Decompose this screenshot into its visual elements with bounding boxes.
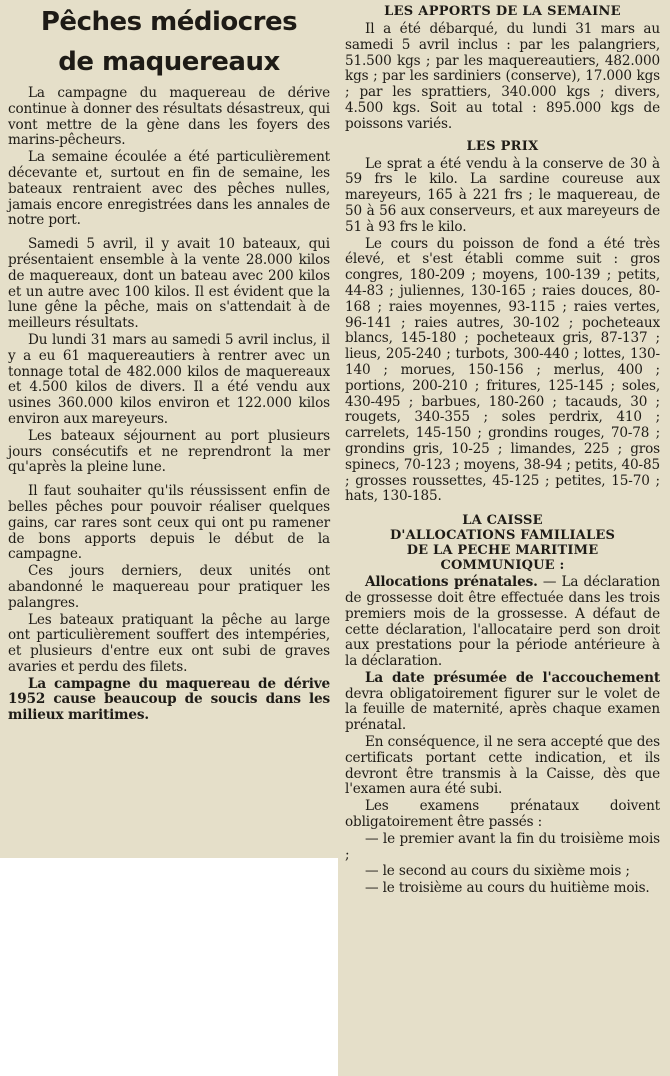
apports-paragraph: Il a été débarqué, du lundi 31 mars au samedi 5 avril inclus : par les palangriers, 51.500 kgs ; par les maquereautiers, 482.000 kgs ; par les sardiniers (conserve), 17.000 kgs ; par les sprattiers, 340.000 kgs ; divers, 4.500 kgs. Soit au total : 895.000 kgs de poissons variés. (345, 21, 660, 132)
article-headline (8, 2, 330, 82)
article-left-column (0, 0, 338, 858)
paragraph: Les bateaux pratiquant la pêche au large ont particulièrement souffert des intempéries, et plusieurs d'entre eux ont subi de graves avaries et perdu des filets. (8, 611, 330, 675)
headline-line-2: de maquereaux (58, 47, 280, 77)
prix-paragraph: Le cours du poisson de fond a été très élevé, et s'est établi comme suit : gros congres, 180-209 ; moyens, 100-139 ; petits, 44-83 ; juliennes, 130-165 ; raies douces, 80-168 ; raies moyennes, 93-115 ; raies vertes, 96-141 ; raies autres, 30-102 ; pocheteaux blancs, 145-180 ; pocheteaux gris, 87-137 ; lieus, 205-240 ; turbots, 300-440 ; lottes, 130-140 ; morues, 150-156 ; merlus, 400 ; portions, 200-210 ; fritures, 125-145 ; soles, 430-495 ; barbues, 180-260 ; tacauds, 30 ; rougets, 340-355 ; soles perdrix, 410 ; carrelets, 145-150 ; grondins rouges, 70-78 ; grondins gris, 10-25 ; limandes, 225 ; gros spinecs, 70-123 ; moyens, 38-94 ; petits, 40-85 ; grosses roussettes, 45-125 ; petites, 15-70 ; hats, 130-185. (345, 235, 660, 505)
paragraph: Il faut souhaiter qu'ils réussissent enfin de belles pêches pour pouvoir réaliser quelques gains, car rares sont ceux qui ont pu ramener de bons apports depuis le début de la campagne. (8, 483, 330, 563)
caisse-paragraph (345, 575, 660, 670)
caisse-title-line: DE LA PECHE MARITIME (406, 543, 599, 559)
article-right-column (338, 0, 670, 1076)
paragraph: La campagne du maquereau de dérive continue à donner des résultats désastreux, qui vont mettre de la gène dans les foyers des marins-pêcheurs. (8, 85, 330, 149)
apports-title: LES APPORTS DE LA SEMAINE (384, 4, 621, 19)
caisse-title-line: D'ALLOCATIONS FAMILIALES (389, 528, 616, 544)
allocations-text: — La déclaration de grossesse doit être effectuée dans les trois premiers mois de la grossesse. A défaut de cette déclaration, l'allocataire perd son droit aux prestations pour la période antérieure à la déclaration. (345, 574, 660, 670)
caisse-title-line: LA CAISSE (462, 513, 543, 529)
prix-title: LES PRIX (466, 138, 539, 154)
allocations-lead: Allocations prénatales. (365, 574, 538, 591)
headline-line-1: Pêches médiocres (40, 7, 298, 37)
caisse-paragraph: En conséquence, il ne sera accepté que des certificats portant cette indication, et ils devront être transmis à la Caisse, dès que l'examen aura été subi. (345, 734, 660, 798)
prix-paragraph: Le sprat a été vendu à la conserve de 30 à 59 frs le kilo. La sardine coureuse aux mareyeurs, 165 à 221 frs ; le maquereau, de 50 à 56 aux conserveurs, et aux mareyeurs de 51 à 93 frs le kilo. (345, 155, 660, 235)
paragraph: Ces jours derniers, deux unités ont abandonné le maquereau pour pratiquer les palangres. (8, 563, 330, 611)
list-item: — le troisième au cours du huitième mois. (365, 880, 650, 897)
caisse-paragraph (345, 671, 660, 734)
paragraph: La campagne du maquereau de dérive 1952 cause beaucoup de soucis dans les milieux maritimes. (8, 675, 330, 724)
date-lead: La date présumée de l'accouchement (365, 669, 660, 686)
list-item: — le second au cours du sixième mois ; (365, 863, 630, 880)
list-item: — le premier avant la fin du troisième mois ; (345, 830, 660, 863)
caisse-title (345, 513, 660, 573)
date-text: devra obligatoirement figurer sur le volet de la feuille de maternité, après chaque examen prénatal. (345, 685, 660, 734)
paragraph: Samedi 5 avril, il y avait 10 bateaux, qui présentaient ensemble à la vente 28.000 kilos de maquereaux, dont un bateau avec 200 kilos et un autre avec 100 kilos. Il est évident que la lune gêne la pêche, mais on s'attendait à de meilleurs résultats. (8, 236, 330, 332)
caisse-paragraph: Les examens prénataux doivent obligatoirement être passés : (345, 798, 660, 831)
caisse-title-line: COMMUNIQUE : (440, 558, 565, 574)
paragraph: La semaine écoulée a été particulièrement décevante et, surtout en fin de semaine, les bateaux rentraient avec des pêches nulles, jamais encore enregistrées dans les annales de notre port. (8, 149, 330, 229)
paragraph: Les bateaux séjournent au port plusieurs jours consécutifs et ne reprendront la mer qu'après la pleine lune. (8, 427, 330, 476)
paragraph: Du lundi 31 mars au samedi 5 avril inclus, il y a eu 61 maquereautiers à rentrer avec un tonnage total de 482.000 kilos de maquereaux et 4.500 kilos de divers. Il a été vendu aux usines 360.000 kilos environ et 122.000 kilos environ aux mareyeurs. (8, 331, 330, 427)
